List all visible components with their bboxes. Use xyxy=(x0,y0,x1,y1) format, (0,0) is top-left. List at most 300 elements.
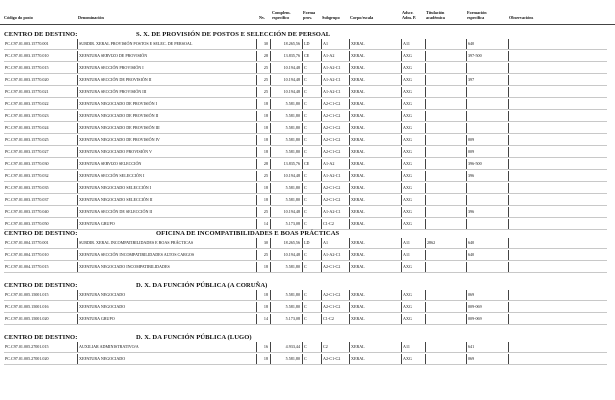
cell-complemento: 5.581,80 xyxy=(285,185,300,190)
column-divider xyxy=(508,51,509,61)
cell-corpo: XERAL xyxy=(351,149,365,154)
column-divider xyxy=(349,111,350,121)
col-header-adscr-2: Adm. P. xyxy=(402,15,417,20)
column-divider xyxy=(425,87,426,97)
column-divider xyxy=(256,51,257,61)
cell-codigo: PC.C97.01.003.15770.025 xyxy=(5,137,49,142)
cell-nivel: 14 xyxy=(263,316,268,321)
column-divider xyxy=(349,135,350,145)
column-divider xyxy=(256,195,257,205)
column-divider xyxy=(256,39,257,49)
cell-nivel: 18 xyxy=(263,113,268,118)
cell-formacion: 640 xyxy=(468,252,475,257)
cell-denominacion: XEFATURA NEGOCIADO DE PROVISIÓN III xyxy=(79,125,160,130)
column-divider xyxy=(321,219,322,229)
cell-complemento: 5.581,80 xyxy=(285,304,300,309)
cell-subgrupo: C1-C2 xyxy=(323,221,334,226)
column-divider xyxy=(508,39,509,49)
cell-subgrupo: A1-A2 xyxy=(323,53,335,58)
cell-forma: C xyxy=(304,101,307,106)
cell-denominacion: XEFATURA SECCIÓN PROVISIÓN I xyxy=(79,65,144,70)
column-divider xyxy=(508,314,509,324)
col-header-nivel: Nv. xyxy=(259,15,265,20)
cell-formacion: 640 xyxy=(468,41,475,46)
column-divider xyxy=(466,99,467,109)
column-divider xyxy=(349,314,350,324)
cell-complemento: 4.933,44 xyxy=(285,344,300,349)
cell-nivel: 25 xyxy=(263,209,268,214)
cell-subgrupo: A2-C1-C2 xyxy=(323,125,341,130)
cell-adscr: AXG xyxy=(403,113,412,118)
column-divider xyxy=(349,238,350,248)
column-divider xyxy=(270,171,271,181)
cell-codigo: PC.C97.01.003.15770.035 xyxy=(5,185,49,190)
column-divider xyxy=(508,262,509,272)
cell-adscr: AXG xyxy=(403,149,412,154)
cell-subgrupo: A2-C1-C2 xyxy=(323,149,341,154)
cell-codigo: PC.C97.01.003.15770.037 xyxy=(5,197,49,202)
cell-complemento: 10.194,48 xyxy=(283,252,300,257)
column-divider xyxy=(256,262,257,272)
column-divider xyxy=(508,135,509,145)
cell-complemento: 5.581,80 xyxy=(285,125,300,130)
col-header-corpo: Corpo/escala xyxy=(350,15,374,20)
table-row xyxy=(0,261,615,273)
cell-denominacion: XEFATURA NEGOCIADO SELECCIÓN I xyxy=(79,185,152,190)
cell-adscr: AXG xyxy=(403,304,412,309)
column-divider xyxy=(77,207,78,217)
column-divider xyxy=(302,314,303,324)
cell-corpo: XERAL xyxy=(351,356,365,361)
column-divider xyxy=(270,238,271,248)
column-divider xyxy=(425,39,426,49)
cell-adscr: AXG xyxy=(403,89,412,94)
column-divider xyxy=(270,314,271,324)
cell-corpo: XERAL xyxy=(351,65,365,70)
column-divider xyxy=(349,302,350,312)
cell-codigo: PC.C97.01.005.15001.016 xyxy=(5,304,49,309)
column-divider xyxy=(77,171,78,181)
column-divider xyxy=(270,87,271,97)
cell-corpo: XERAL xyxy=(351,125,365,130)
column-divider xyxy=(302,250,303,260)
column-divider xyxy=(349,123,350,133)
cell-denominacion: XEFATURA NEGOCIADO DE PROVISIÓN I xyxy=(79,101,157,106)
column-divider xyxy=(425,135,426,145)
cell-complemento: 10.194,48 xyxy=(283,65,300,70)
row-divider xyxy=(4,324,607,325)
column-divider xyxy=(302,159,303,169)
column-divider xyxy=(321,262,322,272)
cell-forma: C xyxy=(304,264,307,269)
cell-denominacion: XEFATURA NEGOCIADO xyxy=(79,292,126,297)
column-divider xyxy=(302,302,303,312)
cell-complemento: 18.265,56 xyxy=(283,240,300,245)
column-divider xyxy=(270,250,271,260)
cell-codigo: PC.C97.01.003.15770.020 xyxy=(5,77,49,82)
cell-nivel: 25 xyxy=(263,252,268,257)
column-divider xyxy=(425,147,426,157)
column-divider xyxy=(321,238,322,248)
cell-denominacion: XEFATURA NEGOCIADO DE PROVISIÓN II xyxy=(79,113,159,118)
column-divider xyxy=(349,39,350,49)
column-divider xyxy=(302,147,303,157)
cell-nivel: 25 xyxy=(263,173,268,178)
column-divider xyxy=(302,75,303,85)
column-divider xyxy=(508,219,509,229)
cell-denominacion: XEFATURA NEGOCIADO INCOMPATIBILIDADES xyxy=(79,264,170,269)
cell-nivel: 28 xyxy=(263,53,268,58)
cell-codigo: PC.C97.01.003.15770.022 xyxy=(5,101,49,106)
cell-forma: C xyxy=(304,173,307,178)
cell-forma: C xyxy=(304,356,307,361)
column-divider xyxy=(270,39,271,49)
column-divider xyxy=(321,51,322,61)
column-divider xyxy=(401,111,402,121)
cell-forma: C xyxy=(304,149,307,154)
section-name: D. X. DA FUNCIÓN PÚBLICA (LUGO) xyxy=(136,334,252,341)
cell-corpo: XERAL xyxy=(351,344,365,349)
col-header-forma-2: prov. xyxy=(303,15,313,20)
column-divider xyxy=(270,183,271,193)
cell-codigo: PC.C97.01.003.15770.030 xyxy=(5,161,49,166)
table-row xyxy=(0,74,615,86)
cell-nivel: 18 xyxy=(263,197,268,202)
column-divider xyxy=(425,111,426,121)
column-divider xyxy=(270,123,271,133)
column-divider xyxy=(302,342,303,352)
cell-nivel: 14 xyxy=(263,221,268,226)
column-divider xyxy=(466,123,467,133)
cell-subgrupo: A2-C1-C2 xyxy=(323,304,341,309)
column-divider xyxy=(302,354,303,364)
section-label: CENTRO DE DESTINO: xyxy=(4,31,78,38)
column-divider xyxy=(466,219,467,229)
column-divider xyxy=(321,290,322,300)
table-row xyxy=(0,170,615,182)
table-row xyxy=(0,301,615,313)
cell-denominacion: XEFATURA NEGOCIADO xyxy=(79,356,126,361)
cell-formacion: 397-500 xyxy=(468,53,482,58)
cell-denominacion: XEFATURA GRUPO xyxy=(79,316,115,321)
cell-complemento: 5.581,80 xyxy=(285,113,300,118)
cell-formacion: 640 xyxy=(468,240,475,245)
table-row xyxy=(0,218,615,230)
column-divider xyxy=(401,99,402,109)
cell-nivel: 18 xyxy=(263,264,268,269)
column-divider xyxy=(401,135,402,145)
column-divider xyxy=(321,123,322,133)
cell-subgrupo: A1-A2-C1 xyxy=(323,65,341,70)
cell-nivel: 18 xyxy=(263,137,268,142)
cell-forma: C xyxy=(304,209,307,214)
cell-denominacion: XEFATURA SECCIÓN SELECCIÓN I xyxy=(79,173,145,178)
cell-corpo: XERAL xyxy=(351,89,365,94)
table-row xyxy=(0,158,615,170)
cell-nivel: 18 xyxy=(263,149,268,154)
cell-subgrupo: A1-A2-C1 xyxy=(323,77,341,82)
column-divider xyxy=(425,250,426,260)
table-header xyxy=(0,0,615,25)
column-divider xyxy=(302,123,303,133)
column-divider xyxy=(302,171,303,181)
cell-formacion: 069 xyxy=(468,292,475,297)
column-divider xyxy=(508,290,509,300)
column-divider xyxy=(321,111,322,121)
cell-formacion: 009 xyxy=(468,137,475,142)
cell-codigo: PC.C97.01.003.15770.050 xyxy=(5,221,49,226)
cell-subgrupo: C1-C2 xyxy=(323,316,334,321)
cell-complemento: 5.581,80 xyxy=(285,264,300,269)
column-divider xyxy=(466,195,467,205)
column-divider xyxy=(401,219,402,229)
column-divider xyxy=(256,219,257,229)
column-divider xyxy=(302,238,303,248)
column-divider xyxy=(321,342,322,352)
cell-denominacion: AUXILIAR ADMINISTRATIVO/A xyxy=(79,344,139,349)
column-divider xyxy=(425,171,426,181)
column-divider xyxy=(466,262,467,272)
column-divider xyxy=(302,195,303,205)
column-divider xyxy=(466,159,467,169)
column-divider xyxy=(270,135,271,145)
cell-codigo: PC.C97.01.003.15770.015 xyxy=(5,65,49,70)
column-divider xyxy=(401,195,402,205)
cell-nivel: 18 xyxy=(263,125,268,130)
section-label: CENTRO DE DESTINO: xyxy=(4,282,78,289)
cell-formacion: 397 xyxy=(468,77,475,82)
cell-corpo: XERAL xyxy=(351,185,365,190)
cell-nivel: 18 xyxy=(263,304,268,309)
cell-nivel: 25 xyxy=(263,89,268,94)
cell-adscr: AXG xyxy=(403,161,412,166)
column-divider xyxy=(425,290,426,300)
cell-corpo: XERAL xyxy=(351,53,365,58)
cell-denominacion: XEFATURA NEGOCIADO xyxy=(79,304,126,309)
col-header-adscr-1: Adscr. xyxy=(402,10,414,15)
column-divider xyxy=(256,99,257,109)
column-divider xyxy=(302,135,303,145)
column-divider xyxy=(302,99,303,109)
column-divider xyxy=(321,159,322,169)
column-divider xyxy=(401,75,402,85)
column-divider xyxy=(77,183,78,193)
cell-codigo: PC.C97.01.005.27001.020 xyxy=(5,356,49,361)
column-divider xyxy=(349,51,350,61)
cell-corpo: XERAL xyxy=(351,304,365,309)
table-row xyxy=(0,353,615,365)
column-divider xyxy=(425,354,426,364)
cell-complemento: 5.581,80 xyxy=(285,197,300,202)
column-divider xyxy=(321,39,322,49)
cell-complemento: 18.265,56 xyxy=(283,41,300,46)
column-divider xyxy=(508,354,509,364)
cell-denominacion: XEFATURA SERVIZO DE PROVISIÓN xyxy=(79,53,148,58)
column-divider xyxy=(77,39,78,49)
cell-complemento: 10.194,48 xyxy=(283,89,300,94)
column-divider xyxy=(77,354,78,364)
column-divider xyxy=(77,302,78,312)
cell-forma: LD xyxy=(304,240,310,245)
section-name: S. X. DE PROVISIÓN DE POSTOS E SELECCIÓN DE PERSOAL xyxy=(136,31,331,38)
column-divider xyxy=(466,147,467,157)
cell-corpo: XERAL xyxy=(351,264,365,269)
section-name: D. X. DA FUNCIÓN PÚBLICA (A CORUÑA) xyxy=(136,282,268,289)
column-divider xyxy=(302,87,303,97)
column-divider xyxy=(349,63,350,73)
cell-codigo: PC.C97.01.003.15770.024 xyxy=(5,125,49,130)
column-divider xyxy=(349,159,350,169)
cell-denominacion: XEFATURA NEGOCIADO SELECCIÓN II xyxy=(79,197,153,202)
section-name: OFICINA DE INCOMPATIBILIDADES E BOAS PRÁCTICAS xyxy=(156,230,340,237)
column-divider xyxy=(321,171,322,181)
column-divider xyxy=(508,63,509,73)
column-divider xyxy=(321,354,322,364)
column-divider xyxy=(77,250,78,260)
column-divider xyxy=(349,195,350,205)
cell-nivel: 30 xyxy=(263,41,268,46)
cell-nivel: 28 xyxy=(263,161,268,166)
column-divider xyxy=(466,87,467,97)
column-divider xyxy=(321,207,322,217)
cell-subgrupo: A1-A2-C1 xyxy=(323,209,341,214)
cell-denominacion: SUBDIR. XERAL INCOMPATIBILIDADES E BOAS PRÁCTICAS xyxy=(79,240,194,245)
cell-corpo: XERAL xyxy=(351,161,365,166)
cell-codigo: PC.C97.01.004.15770.015 xyxy=(5,264,49,269)
cell-complemento: 10.194,48 xyxy=(283,77,300,82)
column-divider xyxy=(270,290,271,300)
cell-adscr: AXG xyxy=(403,316,412,321)
column-divider xyxy=(77,147,78,157)
cell-denominacion: SUBDIR. XERAL PROVISIÓN POSTOS E SELEC. DE PERSOAL xyxy=(79,41,193,46)
column-divider xyxy=(270,75,271,85)
cell-codigo: PC.C97.01.005.15001.020 xyxy=(5,316,49,321)
column-divider xyxy=(425,183,426,193)
column-divider xyxy=(466,354,467,364)
cell-subgrupo: A2-C1-C2 xyxy=(323,185,341,190)
cell-corpo: XERAL xyxy=(351,41,365,46)
column-divider xyxy=(349,342,350,352)
cell-denominacion: XEFATURA SERVIZO SELECCIÓN xyxy=(79,161,142,166)
cell-adscr: AXG xyxy=(403,125,412,130)
col-header-subgrupo: Subgrupo xyxy=(322,15,340,20)
cell-forma: C xyxy=(304,292,307,297)
column-divider xyxy=(302,63,303,73)
column-divider xyxy=(349,75,350,85)
cell-forma: C xyxy=(304,89,307,94)
cell-codigo: PC.C97.01.003.15770.032 xyxy=(5,173,49,178)
cell-denominacion: XEFATURA SECCIÓN DE SELECCIÓN II xyxy=(79,209,153,214)
column-divider xyxy=(77,63,78,73)
cell-complemento: 13.835,76 xyxy=(283,53,300,58)
column-divider xyxy=(302,219,303,229)
cell-formacion: 396-500 xyxy=(468,161,482,166)
row-divider xyxy=(4,272,607,273)
column-divider xyxy=(321,314,322,324)
cell-codigo: PC.C97.01.004.15770.010 xyxy=(5,252,49,257)
column-divider xyxy=(401,207,402,217)
cell-subgrupo: A2-C1-C2 xyxy=(323,197,341,202)
cell-codigo: PC.C97.01.003.15770.010 xyxy=(5,53,49,58)
cell-subgrupo: C2 xyxy=(323,344,328,349)
column-divider xyxy=(77,75,78,85)
cell-codigo: PC.C97.01.005.15001.015 xyxy=(5,292,49,297)
column-divider xyxy=(401,51,402,61)
cell-complemento: 5.581,80 xyxy=(285,149,300,154)
column-divider xyxy=(425,342,426,352)
col-header-observacions: Observacións xyxy=(509,15,534,20)
cell-denominacion: XEFATURA SECCIÓN INCOMPATIBILIDADES ALTOS CARGOS xyxy=(79,252,195,257)
cell-subgrupo: A2-C1-C2 xyxy=(323,113,341,118)
column-divider xyxy=(321,147,322,157)
column-divider xyxy=(270,354,271,364)
cell-adscr: AXG xyxy=(403,356,412,361)
table-row xyxy=(0,206,615,218)
cell-formacion: 396 xyxy=(468,209,475,214)
column-divider xyxy=(466,171,467,181)
table-row xyxy=(0,86,615,98)
cell-forma: C xyxy=(304,113,307,118)
column-divider xyxy=(302,183,303,193)
column-divider xyxy=(508,342,509,352)
column-divider xyxy=(302,39,303,49)
column-divider xyxy=(256,238,257,248)
column-divider xyxy=(77,87,78,97)
column-divider xyxy=(256,123,257,133)
column-divider xyxy=(508,75,509,85)
column-divider xyxy=(425,51,426,61)
cell-forma: C xyxy=(304,65,307,70)
cell-complemento: 13.835,76 xyxy=(283,161,300,166)
column-divider xyxy=(508,147,509,157)
column-divider xyxy=(256,135,257,145)
column-divider xyxy=(77,342,78,352)
column-divider xyxy=(425,195,426,205)
cell-corpo: XERAL xyxy=(351,316,365,321)
column-divider xyxy=(508,111,509,121)
cell-corpo: XERAL xyxy=(351,137,365,142)
column-divider xyxy=(349,290,350,300)
cell-denominacion: XEFATURA GRUPO xyxy=(79,221,115,226)
table-row xyxy=(0,313,615,325)
cell-forma: C xyxy=(304,304,307,309)
column-divider xyxy=(349,99,350,109)
column-divider xyxy=(77,51,78,61)
table-row xyxy=(0,146,615,158)
column-divider xyxy=(401,262,402,272)
cell-adscr: A11 xyxy=(403,344,410,349)
column-divider xyxy=(77,135,78,145)
cell-denominacion: XEFATURA NEGOCIADO DE PROVISIÓN IV xyxy=(79,137,160,142)
cell-subgrupo: A2-C1-C2 xyxy=(323,292,341,297)
cell-corpo: XERAL xyxy=(351,252,365,257)
column-divider xyxy=(256,63,257,73)
column-divider xyxy=(508,123,509,133)
cell-subgrupo: A1-A2-C1 xyxy=(323,173,341,178)
column-divider xyxy=(349,183,350,193)
column-divider xyxy=(401,302,402,312)
col-header-forma-1: Forma xyxy=(303,10,316,15)
cell-codigo: PC.C97.01.003.15770.027 xyxy=(5,149,49,154)
cell-nivel: 30 xyxy=(263,240,268,245)
column-divider xyxy=(401,250,402,260)
cell-subgrupo: A2-C1-C2 xyxy=(323,356,341,361)
column-divider xyxy=(77,195,78,205)
cell-nivel: 18 xyxy=(263,292,268,297)
column-divider xyxy=(401,342,402,352)
column-divider xyxy=(270,207,271,217)
cell-denominacion: XEFATURA SECCIÓN DE PROVISIÓN II xyxy=(79,77,152,82)
